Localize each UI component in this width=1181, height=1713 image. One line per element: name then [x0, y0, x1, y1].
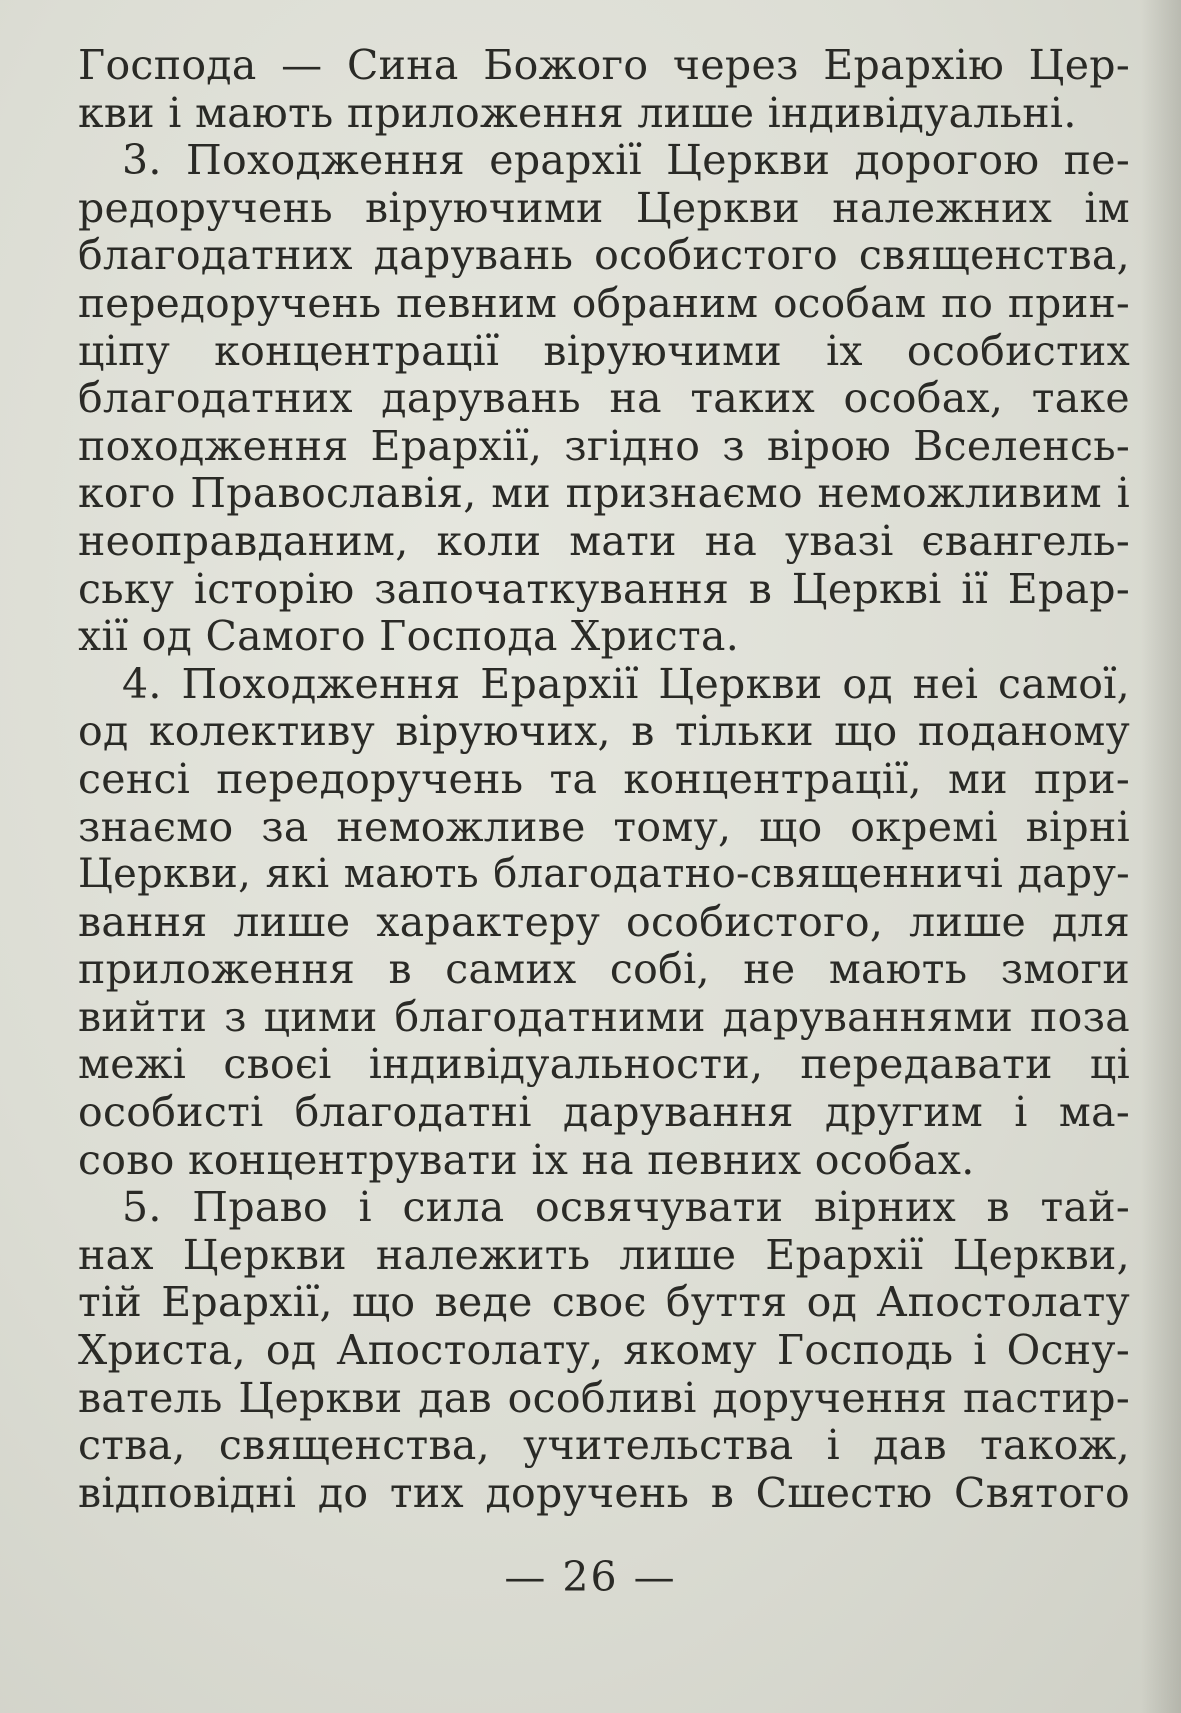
text-line: Господа — Сина Божого через Ерархію Цер- — [78, 41, 1130, 89]
text-line: особисті благодатні дарування другим і ма- — [78, 1088, 1130, 1137]
text-line: відповідні до тих доручень в Сшестю Святого — [78, 1468, 1130, 1517]
paragraph-4-start: 4. Походження Ерархії Церкви од неі самої, — [122, 659, 1130, 708]
text-line: передоручень певним обраним особам по прин- — [78, 278, 1130, 327]
text-line: Христа, од Апостолату, якому Господь і Осну- — [78, 1326, 1130, 1375]
text-line: вийти з цими благодатними даруваннями поза — [78, 992, 1130, 1041]
paragraph-3-start: 3. Походження ерархії Церкви дорогою пе- — [122, 136, 1130, 185]
text-line: редоручень віруючими Церкви належних ім — [78, 183, 1130, 232]
text-line: од колективу віруючих, в тільки що поданому — [78, 707, 1130, 756]
text-line: кви і мають приложення лише індивідуальні. — [78, 88, 1077, 137]
text-line: ства, священства, учительства і дав також, — [78, 1421, 1130, 1470]
text-line: благодатних дарувань особистого священства, — [78, 231, 1130, 280]
text-line: ватель Церкви дав особливі доручення пастир- — [78, 1373, 1130, 1422]
text-line: кого Православія, ми признаємо неможливим і — [78, 469, 1130, 518]
text-line: хії од Самого Господа Христа. — [78, 612, 740, 661]
text-line: благодатних дарувань на таких особах, таке — [78, 374, 1130, 423]
text-line: приложення в самих собі, не мають змоги — [78, 945, 1130, 994]
text-line: знаємо за неможливе тому, що окремі вірні — [78, 802, 1130, 851]
text-line: неоправданим, коли мати на увазі євангель- — [78, 516, 1130, 565]
text-line: сенсі передоручень та концентрації, ми при- — [78, 754, 1130, 803]
paragraph-5-start: 5. Право і сила освячувати вірних в тай- — [122, 1183, 1130, 1232]
text-line: вання лише характеру особистого, лише для — [78, 897, 1130, 946]
text-line: ціпу концентрації віруючими іх особистих — [78, 326, 1130, 375]
text-line: походження Ерархії, згідно з вірою Вселенсь- — [78, 421, 1130, 470]
text-line: нах Церкви належить лише Ерархії Церкви, — [78, 1230, 1130, 1279]
page-edge-shadow — [1141, 0, 1181, 1713]
body-text — [78, 42, 1130, 1517]
page-number: — 26 — — [504, 1553, 677, 1601]
text-line: сово концентрувати іх на певних особах. — [78, 1135, 975, 1184]
text-line: ську історію започаткування в Церкві ії Ерар- — [78, 564, 1130, 613]
text-line: тій Ерархії, що веде своє буття од Апостолату — [78, 1278, 1130, 1327]
text-line: межі своєі індивідуальности, передавати ці — [78, 1040, 1130, 1089]
text-line: Церкви, які мають благодатно-священничі дару- — [78, 851, 1130, 898]
